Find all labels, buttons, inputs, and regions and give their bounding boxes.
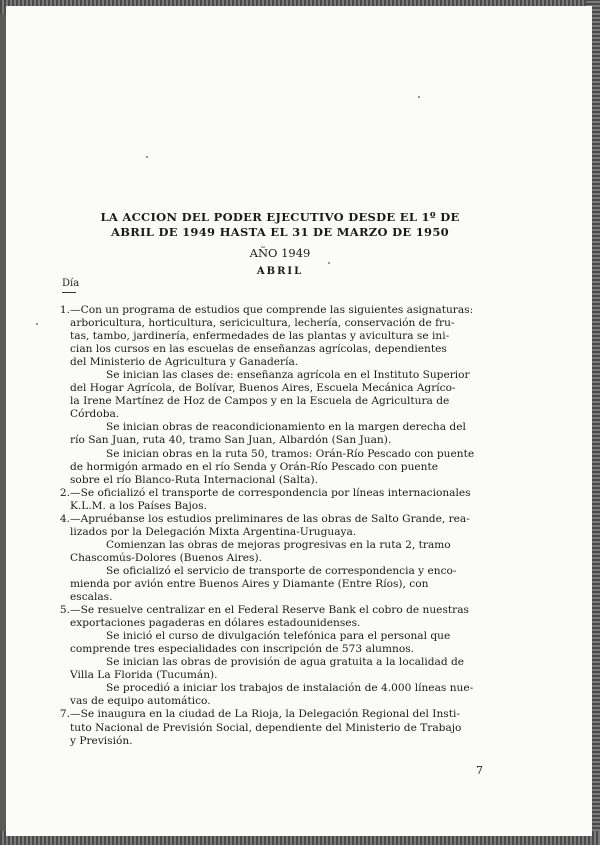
line-text: vas de equipo automático. bbox=[70, 695, 211, 708]
line-text: lizados por la Delegación Mixta Argentina-Uruguaya. bbox=[70, 525, 357, 538]
line-text: Villa La Florida (Tucumán). bbox=[70, 669, 218, 682]
text-line bbox=[48, 474, 518, 487]
text-line bbox=[48, 330, 518, 343]
day-number: 5. bbox=[59, 604, 70, 617]
document-title bbox=[100, 210, 460, 240]
title-line-1: LA ACCION DEL PODER EJECUTIVO DESDE EL 1º DE bbox=[100, 210, 460, 224]
text-line bbox=[48, 669, 518, 682]
text-line bbox=[48, 578, 518, 591]
text-line bbox=[48, 317, 518, 330]
line-text: Comienzan las obras de mejoras progresivas en la ruta 2, tramo bbox=[106, 538, 451, 551]
line-text: K.L.M. a los Países Bajos. bbox=[70, 499, 207, 512]
scan-speck bbox=[146, 156, 148, 158]
text-line bbox=[48, 643, 518, 656]
line-text: de hormigón armado en el río Senda y Orán-Río Pescado con puente bbox=[70, 460, 439, 473]
line-text: Se inician obras en la ruta 50, tramos: Orán-Río Pescado con puente bbox=[106, 447, 475, 460]
text-line bbox=[48, 356, 518, 369]
line-text: escalas. bbox=[70, 591, 113, 604]
text-line bbox=[48, 487, 518, 500]
line-text: Se inician las clases de: enseñanza agrícola en el Instituto Superior bbox=[106, 369, 470, 382]
day-label-rule bbox=[62, 292, 76, 293]
text-line bbox=[48, 448, 518, 461]
line-text: la Irene Martínez de Hoz de Campos y en la Escuela de Agricultura de bbox=[70, 395, 450, 408]
line-text: tuto Nacional de Previsión Social, dependiente del Ministerio de Trabajo bbox=[70, 721, 462, 734]
text-line bbox=[48, 461, 518, 474]
line-text: Se inician las obras de provisión de agua gratuita a la localidad de bbox=[106, 656, 465, 669]
text-line bbox=[48, 630, 518, 643]
line-text: mienda por avión entre Buenos Aires y Diamante (Entre Ríos), con bbox=[70, 577, 429, 590]
text-line bbox=[48, 656, 518, 669]
text-line bbox=[48, 343, 518, 356]
line-text: comprende tres especialidades con inscripción de 573 alumnos. bbox=[70, 643, 415, 656]
text-line bbox=[48, 526, 518, 539]
text-line bbox=[48, 565, 518, 578]
line-text: sobre el río Blanco-Ruta Internacional (Salta). bbox=[70, 473, 318, 486]
line-text: —Apruébanse los estudios preliminares de las obras de Salto Grande, rea- bbox=[70, 512, 470, 525]
text-line bbox=[48, 395, 518, 408]
line-text: del Hogar Agrícola, de Bolívar, Buenos Aires, Escuela Mecánica Agríco- bbox=[70, 382, 456, 395]
text-line bbox=[48, 604, 518, 617]
line-text: y Previsión. bbox=[70, 734, 133, 747]
line-text: del Ministerio de Agricultura y Ganadería. bbox=[70, 356, 299, 369]
scan-speck bbox=[328, 262, 330, 264]
text-line bbox=[48, 695, 518, 708]
text-line bbox=[48, 500, 518, 513]
text-line bbox=[48, 382, 518, 395]
text-line bbox=[48, 735, 518, 748]
text-line bbox=[48, 539, 518, 552]
text-line bbox=[48, 421, 518, 434]
line-text: —Se resuelve centralizar en el Federal Reserve Bank el cobro de nuestras bbox=[70, 604, 469, 617]
line-text: Se procedió a iniciar los trabajos de instalación de 4.000 líneas nue- bbox=[106, 682, 474, 695]
scan-speck bbox=[418, 96, 420, 98]
line-text: Chascomús-Dolores (Buenos Aires). bbox=[70, 551, 262, 564]
page-number: 7 bbox=[476, 764, 483, 777]
day-number: 1. bbox=[59, 304, 70, 316]
line-text: —Se inaugura en la ciudad de La Rioja, la Delegación Regional del Insti- bbox=[70, 708, 460, 721]
day-number: 2. bbox=[59, 486, 70, 499]
day-number: 7. bbox=[59, 708, 70, 721]
month-heading: ABRIL bbox=[256, 266, 304, 277]
line-text: tas, tambo, jardinería, enfermedades de las plantas y avicultura se ini- bbox=[70, 330, 450, 343]
text-line bbox=[48, 434, 518, 447]
title-line-2: ABRIL DE 1949 HASTA EL 31 DE MARZO DE 1950 bbox=[111, 225, 449, 239]
line-text: Córdoba. bbox=[70, 408, 120, 421]
line-text: río San Juan, ruta 40, tramo San Juan, Albardón (San Juan). bbox=[70, 434, 392, 447]
year-heading: AÑO 1949 bbox=[249, 246, 311, 260]
line-text: exportaciones pagaderas en dólares estadounidenses. bbox=[70, 617, 361, 630]
line-text: Se inician obras de reacondicionamiento en la margen derecha del bbox=[106, 421, 466, 434]
line-text: Se oficializó el servicio de transporte de correspondencia y enco- bbox=[106, 564, 457, 577]
text-line bbox=[48, 682, 518, 695]
text-line bbox=[48, 513, 518, 526]
day-column-label: Día bbox=[62, 278, 80, 289]
text-line bbox=[48, 304, 518, 317]
line-text: arboricultura, horticultura, sericicultura, lechería, conservación de fru- bbox=[70, 317, 455, 330]
line-text: cian los cursos en las escuelas de enseñanzas agrícolas, dependientes bbox=[70, 343, 447, 356]
text-line bbox=[48, 369, 518, 382]
day-number: 4. bbox=[59, 512, 70, 525]
text-line bbox=[48, 708, 518, 721]
document-body bbox=[48, 304, 518, 748]
text-line bbox=[48, 552, 518, 565]
line-text: Se inició el curso de divulgación telefónica para el personal que bbox=[106, 630, 451, 643]
text-line bbox=[48, 591, 518, 604]
text-line bbox=[48, 722, 518, 735]
line-text: —Con un programa de estudios que comprende las siguientes asignaturas: bbox=[70, 304, 474, 316]
text-line bbox=[48, 408, 518, 421]
scan-speck bbox=[36, 323, 38, 325]
text-line bbox=[48, 617, 518, 630]
line-text: —Se oficializó el transporte de correspondencia por líneas internacionales bbox=[70, 486, 471, 499]
